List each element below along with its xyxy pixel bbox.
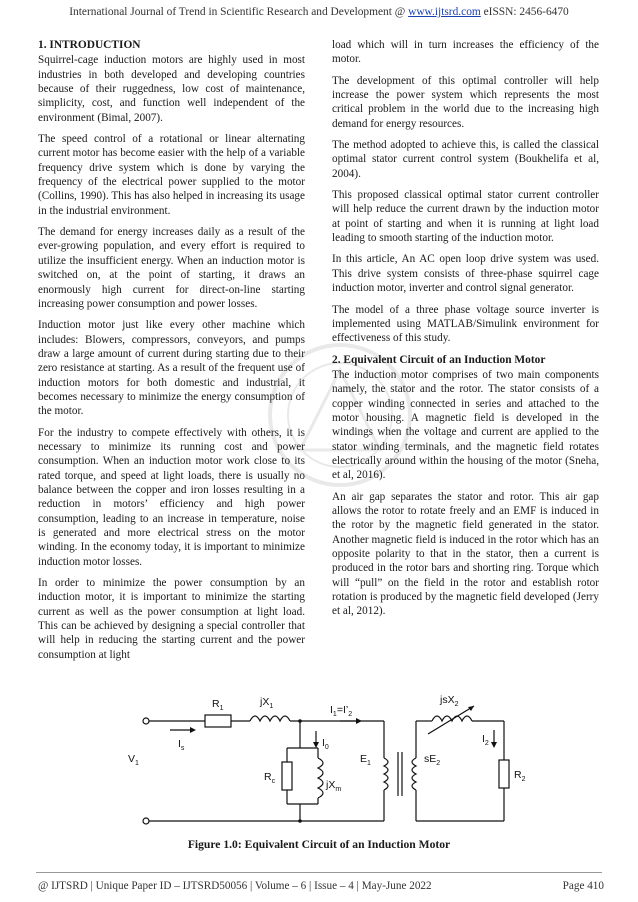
left-column xyxy=(38,38,305,669)
jsx2-inductor xyxy=(432,716,472,721)
label-e1: $E_1$ xyxy=(360,753,371,767)
terminal xyxy=(143,818,149,824)
label-jsx2: jsX$_2$ xyxy=(440,694,459,708)
paragraph: In this article, An AC open loop drive system was used. This drive system consists of three-phase squirrel cage induction motor, inverter and control signal generator. xyxy=(332,253,599,295)
paragraph: The speed control of a rotational or linear alternating current motor has become easier with the help of a variable frequency drive system which is done by varying the frequency of the electrical power supplied to the motor (Collins, 1990). This has also helped in increasing its usage in the industrial environment. xyxy=(38,133,305,217)
page-number: Page 410 xyxy=(562,880,604,892)
page-footer xyxy=(38,880,604,892)
label-jx1: $jX_1$ xyxy=(260,696,274,710)
paragraph: The demand for energy increases daily as a result of the ever-growing population, and every effort is required to utilize the insufficient energy. When an induction motor is switched on, at the point of starting, it draws an enormously high current for direct-on-line starting increasing power consumption and power losses. xyxy=(38,226,305,310)
paragraph: An air gap separates the stator and rotor. This air gap allows the rotor to rotate freely and an EMF is induced in the rotor by the magnetic field generated in the stator. Another magnetic field is induced in the rotor which has an opposite polarity to that in the stator, then a current is produced in the rotor bars and shorting ring. Torque which will “pull” on the field in the rotor and establish rotor rotation is produced by the magnetic field developed (Jerry et al, 2012). xyxy=(332,490,599,618)
jx1-inductor xyxy=(250,716,290,721)
paragraph: In order to minimize the power consumption by an induction motor, it is important to minimize the starting current as well as the power consumption at light load. This can be achieved by designing a special controller that will help in reducing the starting current and the power consumption at light xyxy=(38,577,305,661)
jxm-inductor xyxy=(318,758,323,798)
footer-paper-info: @ IJTSRD | Unique Paper ID – IJTSRD50056 | Volume – 6 | Issue – 4 | May-June 2022 xyxy=(38,880,432,892)
label-r2: $R_2$ xyxy=(514,769,526,783)
r1-resistor xyxy=(205,715,231,727)
stator-winding xyxy=(384,758,388,790)
label-i0: $I_0$ xyxy=(322,737,329,751)
rc-resistor xyxy=(282,762,292,790)
paragraph: The induction motor comprises of two main components namely, the stator and the rotor. The stator consists of a copper winding connected in series and attached to the motor housing. A magnetic field is developed in the windings when the voltage and current are applied to the stator winding terminals, and the magnetic field rotates electrically around within the housing of the motor (Sneha, et al, 2016). xyxy=(332,368,599,482)
paragraph: Squirrel-cage induction motors are highly used in most industries in both developed and developing countries because of their ruggedness, low cost of maintenance, simplicity, cost, and function well independent of the environment (Bimal, 2007). xyxy=(38,54,305,124)
label-v1: $V_1$ xyxy=(128,753,139,767)
arrowhead xyxy=(190,727,196,733)
label-jxm: $jX_m$ xyxy=(326,779,342,793)
paragraph: The model of a three phase voltage source inverter is implemented using MATLAB/Simulink environment for effectiveness of this study. xyxy=(332,303,599,345)
rotor-winding xyxy=(412,758,416,790)
equivalent-circuit-figure xyxy=(110,690,540,830)
journal-title: International Journal of Trend in Scientific Research and Development @ xyxy=(69,6,409,18)
right-column xyxy=(332,38,599,626)
paragraph: For the industry to compete effectively with others, it is necessary to minimize its running cost and power consumption. When an induction motor work close to its rated torque, and speed at light loads, there is usually no balance between the copper and iron losses resulting in a reduction in motors’ efficiency and high power consumption, leading to an increase in temperature, noise is generated and more electrical stress on the motor winding. In the economy today, it is important to minimize induction motor losses. xyxy=(38,426,305,568)
junction-dot xyxy=(298,819,302,823)
paragraph: This proposed classical optimal stator current controller will help reduce the current drawn by the induction motor at point of starting and when it is running at light load leading to smooth starting of the induction motor. xyxy=(332,189,599,245)
footer-divider xyxy=(36,872,602,873)
arrowhead xyxy=(491,742,497,748)
paragraph: The development of this optimal controller will help increase the power system which represents the most critical problem in the world due to the increasing high demand for energy resources. xyxy=(332,74,599,130)
terminal xyxy=(143,718,149,724)
arrowhead xyxy=(356,718,362,724)
label-is: $I_s$ xyxy=(178,738,185,752)
paragraph: Induction motor just like every other machine which includes: Blowers, compressors, conveyors, and pumps draw a large amount of current during starting due to their zero resistance at starting. As a result of the frequent use of induction motors for both domestic and industrial, it becomes necessary to minimize the energy consumption of the motor. xyxy=(38,319,305,418)
label-i1: $I_1=I’_2$ xyxy=(330,704,353,718)
paragraph: load which will in turn increases the efficiency of the motor. xyxy=(332,39,599,66)
label-rc: $R_c$ xyxy=(264,771,276,785)
junction-dot xyxy=(298,719,302,723)
figure-caption: Figure 1.0: Equivalent Circuit of an Induction Motor xyxy=(187,838,451,851)
journal-header xyxy=(0,6,638,18)
arrowhead xyxy=(313,742,319,748)
section-1-heading: 1. INTRODUCTION xyxy=(38,39,141,51)
r2-resistor xyxy=(499,760,509,788)
label-r1: $R_1$ xyxy=(212,698,224,712)
equivalent-circuit-diagram xyxy=(110,690,540,830)
paragraph: The method adopted to achieve this, is called the classical optimal stator current control system (Boukhelifa et al, 2004). xyxy=(332,139,599,180)
label-i2: $I_2$ xyxy=(482,733,489,747)
section-2-heading: 2. Equivalent Circuit of an Induction Motor xyxy=(332,353,546,366)
label-se2: $sE_2$ xyxy=(424,753,441,767)
journal-issn: eISSN: 2456-6470 xyxy=(480,6,569,18)
variable-arrow xyxy=(428,706,474,734)
journal-url-link[interactable]: www.ijtsrd.com xyxy=(408,6,481,18)
